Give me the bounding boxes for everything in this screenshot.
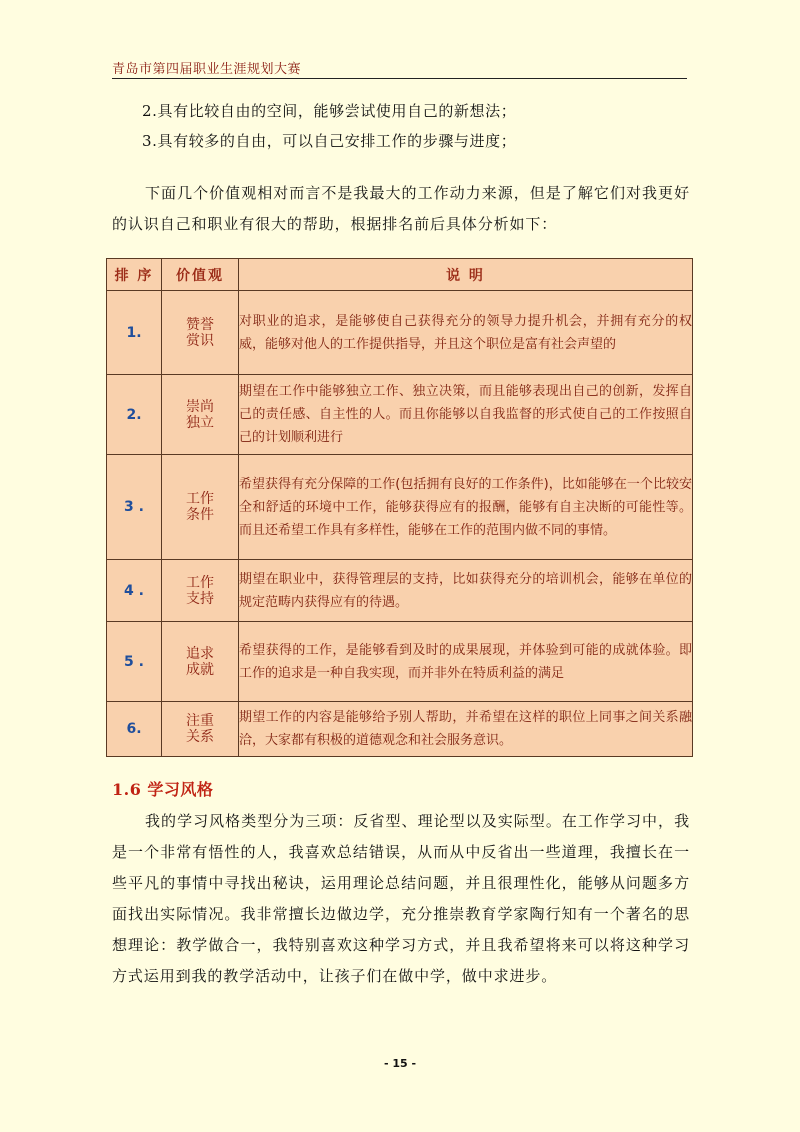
header-rank: 排 序 xyxy=(107,259,162,291)
row-value xyxy=(162,702,239,757)
row-value-line2: 成就 xyxy=(186,661,214,678)
row-desc: 期望工作的内容是能够给予别人帮助，并希望在这样的职位上同事之间关系融洽，大家都有积极的道德观念和社会服务意识。 xyxy=(239,702,693,757)
row-value-line1: 追求 xyxy=(186,645,214,662)
row-value-line1: 工作 xyxy=(186,491,214,507)
row-rank: 1. xyxy=(107,291,162,375)
table-row xyxy=(107,702,693,757)
table-row xyxy=(107,455,693,560)
row-value xyxy=(162,560,239,622)
table-row xyxy=(107,291,693,375)
table-header-row xyxy=(107,259,693,291)
intro-item-3: 3.具有较多的自由，可以自己安排工作的步骤与进度； xyxy=(142,132,517,150)
row-value-line2: 独立 xyxy=(186,414,214,431)
row-desc: 希望获得的工作，是能够看到及时的成果展现，并体验到可能的成就体验。即工作的追求是一种自我实现，而并非外在特质利益的满足 xyxy=(239,622,693,702)
header-desc: 说 明 xyxy=(239,259,693,291)
intro-item-2: 2.具有比较自由的空间，能够尝试使用自己的新想法； xyxy=(142,102,517,120)
learning-style-paragraph: 我的学习风格类型分为三项：反省型、理论型以及实际型。在工作学习中，我是一个非常有悟性的人，我喜欢总结错误，从而从中反省出一些道理，我擅长在一些平凡的事情中寻找出秘诀，运用理论总结问题，并且很理性化，能够从问题多方面找出实际情况。我非常擅长边做边学，充分推崇教育学家陶行知有一个著名的思想理论：教学做合一，我特别喜欢这种学习方式，并且我希望将来可以将这种学习方式运用到我的教学活动中，让孩子们在做中学，做中求进步。 xyxy=(112,812,690,985)
row-value-line2: 支持 xyxy=(186,590,214,607)
row-value-line1: 赞誉 xyxy=(186,316,214,333)
table-row xyxy=(107,375,693,455)
document-header: 青岛市第四届职业生涯规划大赛 xyxy=(112,62,302,77)
row-rank: 3 . xyxy=(107,455,162,560)
row-desc: 对职业的追求，是能够使自己获得充分的领导力提升机会，并拥有充分的权威，能够对他人的工作提供指导，并且这个职位是富有社会声望的 xyxy=(239,291,693,375)
row-rank: 4 . xyxy=(107,560,162,622)
lead-paragraph: 下面几个价值观相对而言不是我最大的工作动力来源，但是了解它们对我更好的认识自己和职业有很大的帮助，根据排名前后具体分析如下： xyxy=(112,184,690,233)
row-desc: 期望在工作中能够独立工作、独立决策，而且能够表现出自己的创新，发挥自己的责任感、自主性的人。而且你能够以自我监督的形式使自己的工作按照自己的计划顺利进行 xyxy=(239,375,693,455)
row-desc: 希望获得有充分保障的工作(包括拥有良好的工作条件)，比如能够在一个比较安全和舒适的环境中工作，能够获得应有的报酬，能够有自主决断的可能性等。而且还希望工作具有多样性，能够在工作的范围内做不同的事情。 xyxy=(239,455,693,560)
table-row xyxy=(107,560,693,622)
row-value-line2: 条件 xyxy=(186,507,214,523)
row-value-line2: 赏识 xyxy=(186,332,214,349)
row-desc: 期望在职业中，获得管理层的支持，比如获得充分的培训机会，能够在单位的规定范畴内获得应有的待遇。 xyxy=(239,560,693,622)
row-value-line2: 关系 xyxy=(186,729,214,745)
row-value-line1: 注重 xyxy=(186,713,214,729)
row-value xyxy=(162,375,239,455)
row-value-line1: 崇尚 xyxy=(186,398,214,415)
values-table xyxy=(106,258,693,757)
section-title: 1.6 学习风格 xyxy=(112,780,214,799)
page-number: - 15 - xyxy=(383,1057,417,1070)
row-value xyxy=(162,291,239,375)
header-divider xyxy=(112,78,687,79)
row-value-line1: 工作 xyxy=(186,574,214,591)
row-rank: 2. xyxy=(107,375,162,455)
row-rank: 6. xyxy=(107,702,162,757)
header-value: 价值观 xyxy=(162,259,239,291)
row-rank: 5 . xyxy=(107,622,162,702)
row-value xyxy=(162,622,239,702)
table-row xyxy=(107,622,693,702)
row-value xyxy=(162,455,239,560)
